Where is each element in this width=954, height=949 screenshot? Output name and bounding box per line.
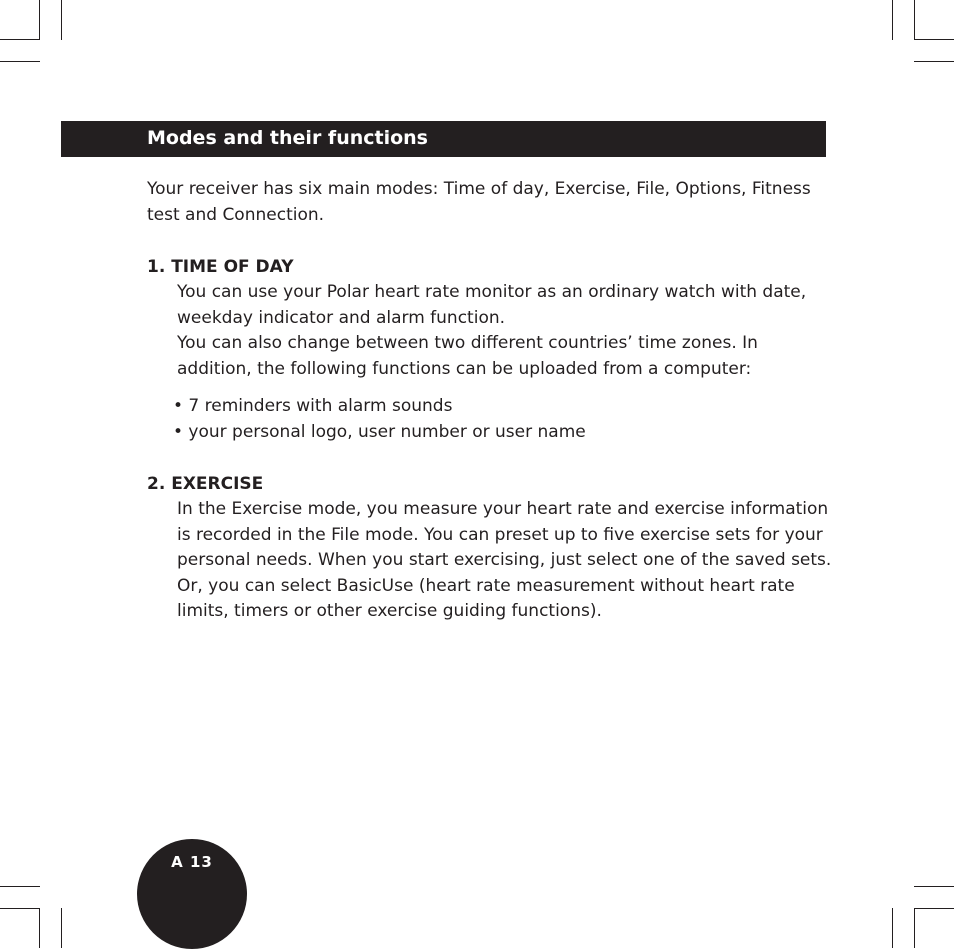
section-heading: 1. TIME OF DAY (147, 257, 294, 277)
crop-mark (914, 908, 954, 909)
crop-mark (39, 0, 40, 40)
crop-mark (914, 39, 954, 40)
page-number: A 13 (171, 853, 213, 871)
crop-mark (892, 908, 893, 948)
section-time-of-day (147, 254, 837, 445)
crop-mark (0, 39, 40, 40)
section-title-bar (61, 121, 826, 157)
section-paragraph: You can use your Polar heart rate monitor as an ordinary watch with date, weekday indicator and alarm function. (177, 282, 807, 328)
page-number-badge (137, 839, 247, 949)
crop-mark (39, 908, 40, 948)
crop-mark (0, 908, 40, 909)
section-paragraph: You can also change between two different countries’ time zones. In addition, the following functions can be uploaded from a computer: (177, 333, 758, 379)
crop-mark (914, 886, 954, 887)
crop-mark (61, 908, 62, 948)
section-heading: 2. EXERCISE (147, 474, 264, 494)
crop-mark (914, 0, 915, 40)
crop-mark (914, 61, 954, 62)
intro-paragraph: Your receiver has six main modes: Time of day, Exercise, File, Options, Fitness test and Connection. (147, 179, 811, 225)
section-paragraph: In the Exercise mode, you measure your heart rate and exercise information is recorded in the File mode. You can preset up to five exercise sets for your personal needs. When you start exercising, just select one of the saved sets. Or, you can select BasicUse (heart rate measurement without heart rate limits, timers or other exercise guiding functions). (177, 499, 832, 621)
page-title: Modes and their functions (147, 127, 428, 149)
section-exercise (147, 471, 837, 625)
list-item: • your personal logo, user number or user name (173, 422, 586, 442)
crop-mark (0, 886, 40, 887)
list-item: • 7 reminders with alarm sounds (173, 396, 453, 416)
crop-mark (892, 0, 893, 40)
crop-mark (0, 61, 40, 62)
crop-mark (61, 0, 62, 40)
document-body (147, 177, 837, 625)
bullet-list (173, 393, 837, 445)
crop-mark (914, 908, 915, 948)
